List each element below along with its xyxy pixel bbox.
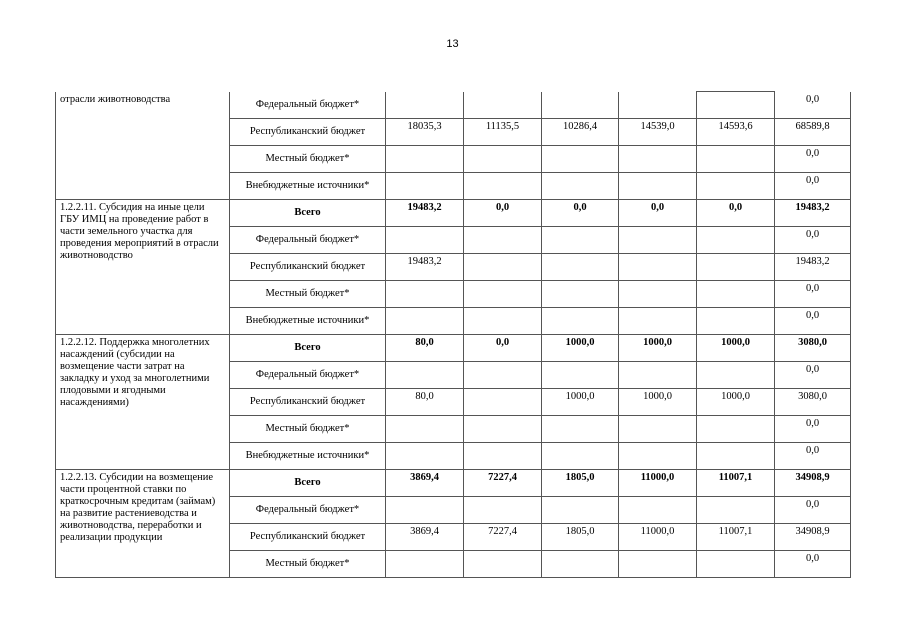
- page-number: 13: [446, 38, 459, 50]
- value-cell: 7227,4: [464, 524, 542, 551]
- value-cell: [464, 173, 542, 200]
- value-cell: 14593,6: [697, 119, 775, 146]
- total-value-cell: 0,0: [775, 416, 851, 443]
- funding-source: Внебюджетные источники*: [230, 308, 386, 335]
- funding-source: Всего: [230, 470, 386, 497]
- funding-source: Местный бюджет*: [230, 416, 386, 443]
- value-cell: [386, 308, 464, 335]
- total-value-cell: 34908,9: [775, 470, 851, 497]
- value-cell: 1000,0: [619, 389, 697, 416]
- value-cell: [697, 146, 775, 173]
- value-cell: 11135,5: [464, 119, 542, 146]
- total-value-cell: 3080,0: [775, 335, 851, 362]
- value-cell: 19483,2: [386, 200, 464, 227]
- total-value-cell: 0,0: [775, 227, 851, 254]
- value-cell: [697, 254, 775, 281]
- value-cell: [464, 497, 542, 524]
- funding-source: Республиканский бюджет: [230, 119, 386, 146]
- value-cell: 18035,3: [386, 119, 464, 146]
- value-cell: [542, 173, 619, 200]
- table-row-total: [56, 335, 851, 362]
- value-cell: 14539,0: [619, 119, 697, 146]
- value-cell: [619, 254, 697, 281]
- value-cell: 11007,1: [697, 524, 775, 551]
- value-cell: [619, 173, 697, 200]
- total-value-cell: 0,0: [775, 173, 851, 200]
- section-description: 1.2.2.12. Поддержка многолетних насаждений (субсидии на возмещение части затрат на закладку и уход за многолетними плодовыми и ягодными насаждениями): [56, 335, 230, 470]
- value-cell: 19483,2: [386, 254, 464, 281]
- value-cell: 1000,0: [542, 335, 619, 362]
- value-cell: 11000,0: [619, 470, 697, 497]
- value-cell: [386, 551, 464, 578]
- value-cell: [542, 551, 619, 578]
- total-value-cell: 0,0: [775, 146, 851, 173]
- value-cell: [697, 173, 775, 200]
- value-cell: [542, 308, 619, 335]
- value-cell: [386, 362, 464, 389]
- total-value-cell: 0,0: [775, 443, 851, 470]
- value-cell: 1000,0: [697, 389, 775, 416]
- value-cell: [619, 551, 697, 578]
- value-cell: [464, 416, 542, 443]
- total-value-cell: 0,0: [775, 308, 851, 335]
- value-cell: [619, 362, 697, 389]
- value-cell: [464, 92, 542, 119]
- funding-source: Всего: [230, 200, 386, 227]
- value-cell: [542, 92, 619, 119]
- table-row-total: [56, 470, 851, 497]
- funding-source: Республиканский бюджет: [230, 524, 386, 551]
- value-cell: [619, 281, 697, 308]
- value-cell: [386, 227, 464, 254]
- value-cell: [386, 173, 464, 200]
- value-cell: [697, 551, 775, 578]
- value-cell: [464, 443, 542, 470]
- funding-source: Местный бюджет*: [230, 146, 386, 173]
- value-cell: 0,0: [619, 200, 697, 227]
- value-cell: 0,0: [464, 335, 542, 362]
- value-cell: 10286,4: [542, 119, 619, 146]
- funding-source: Всего: [230, 335, 386, 362]
- total-value-cell: 0,0: [775, 281, 851, 308]
- value-cell: 0,0: [542, 200, 619, 227]
- value-cell: [464, 389, 542, 416]
- table-row-total: [56, 200, 851, 227]
- value-cell: [619, 146, 697, 173]
- value-cell: 80,0: [386, 389, 464, 416]
- value-cell: [542, 362, 619, 389]
- value-cell: [619, 92, 697, 119]
- table-row: [56, 92, 851, 119]
- value-cell: [542, 227, 619, 254]
- value-cell: [697, 497, 775, 524]
- value-cell: [619, 497, 697, 524]
- value-cell: [464, 146, 542, 173]
- value-cell: 11000,0: [619, 524, 697, 551]
- value-cell: [619, 443, 697, 470]
- value-cell: 1805,0: [542, 470, 619, 497]
- value-cell: [386, 92, 464, 119]
- section-description: отрасли животноводства: [56, 92, 230, 200]
- value-cell: 0,0: [464, 200, 542, 227]
- value-cell: [386, 497, 464, 524]
- value-cell: 1805,0: [542, 524, 619, 551]
- value-cell: [619, 227, 697, 254]
- value-cell: [464, 281, 542, 308]
- value-cell: 1000,0: [619, 335, 697, 362]
- value-cell: [542, 281, 619, 308]
- total-value-cell: 68589,8: [775, 119, 851, 146]
- funding-source: Республиканский бюджет: [230, 254, 386, 281]
- total-value-cell: 0,0: [775, 551, 851, 578]
- total-value-cell: 3080,0: [775, 389, 851, 416]
- funding-source: Республиканский бюджет: [230, 389, 386, 416]
- total-value-cell: 19483,2: [775, 254, 851, 281]
- value-cell: [542, 497, 619, 524]
- value-cell: [386, 416, 464, 443]
- value-cell: 80,0: [386, 335, 464, 362]
- value-cell: [464, 227, 542, 254]
- value-cell: 3869,4: [386, 524, 464, 551]
- value-cell: [697, 443, 775, 470]
- value-cell: [619, 308, 697, 335]
- funding-source: Местный бюджет*: [230, 281, 386, 308]
- value-cell: [542, 443, 619, 470]
- value-cell: [697, 416, 775, 443]
- value-cell: [464, 551, 542, 578]
- value-cell: [697, 281, 775, 308]
- value-cell: [464, 362, 542, 389]
- value-cell: [697, 362, 775, 389]
- value-cell: [697, 92, 775, 119]
- funding-source: Федеральный бюджет*: [230, 497, 386, 524]
- value-cell: 1000,0: [542, 389, 619, 416]
- funding-source: Местный бюджет*: [230, 551, 386, 578]
- budget-table: [55, 91, 851, 578]
- total-value-cell: 19483,2: [775, 200, 851, 227]
- funding-source: Федеральный бюджет*: [230, 92, 386, 119]
- total-value-cell: 34908,9: [775, 524, 851, 551]
- funding-source: Федеральный бюджет*: [230, 227, 386, 254]
- value-cell: 7227,4: [464, 470, 542, 497]
- funding-source: Федеральный бюджет*: [230, 362, 386, 389]
- value-cell: [386, 281, 464, 308]
- total-value-cell: 0,0: [775, 497, 851, 524]
- value-cell: [697, 308, 775, 335]
- section-description: 1.2.2.11. Субсидия на иные цели ГБУ ИМЦ на проведение работ в части земельного участка для проведения мероприятий в отрасли животноводство: [56, 200, 230, 335]
- value-cell: [542, 254, 619, 281]
- funding-source: Внебюджетные источники*: [230, 173, 386, 200]
- section-description: 1.2.2.13. Субсидии на возмещение части процентной ставки по краткосрочным кредитам (займам) на развитие растениеводства и животноводства, переработки и реализации продукции: [56, 470, 230, 578]
- value-cell: [464, 308, 542, 335]
- value-cell: [542, 146, 619, 173]
- value-cell: [386, 443, 464, 470]
- value-cell: [386, 146, 464, 173]
- value-cell: [697, 227, 775, 254]
- value-cell: 3869,4: [386, 470, 464, 497]
- value-cell: 11007,1: [697, 470, 775, 497]
- value-cell: [542, 416, 619, 443]
- funding-source: Внебюджетные источники*: [230, 443, 386, 470]
- value-cell: [464, 254, 542, 281]
- value-cell: 1000,0: [697, 335, 775, 362]
- total-value-cell: 0,0: [775, 362, 851, 389]
- value-cell: [619, 416, 697, 443]
- total-value-cell: 0,0: [775, 92, 851, 119]
- value-cell: 0,0: [697, 200, 775, 227]
